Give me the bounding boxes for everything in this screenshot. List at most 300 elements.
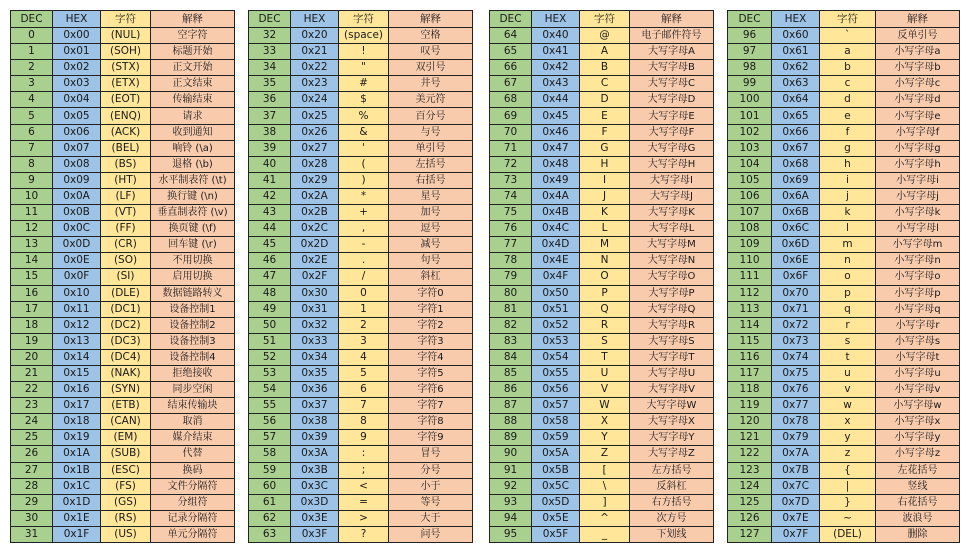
cell-char: z [820, 446, 876, 462]
cell-hex: 0x2C [291, 221, 339, 237]
cell-desc: 竖线 [876, 478, 960, 494]
table-row [490, 44, 714, 60]
table-row [728, 301, 960, 317]
cell-char: K [580, 205, 630, 221]
cell-desc: 斜杠 [389, 269, 473, 285]
cell-hex: 0x3C [291, 478, 339, 494]
cell-desc: 小写字母l [876, 221, 960, 237]
cell-char: \ [580, 478, 630, 494]
cell-hex: 0x01 [53, 44, 101, 60]
cell-desc: 小写字母k [876, 205, 960, 221]
cell-char: 5 [339, 365, 389, 381]
table-row [249, 349, 473, 365]
cell-hex: 0x16 [53, 382, 101, 398]
cell-hex: 0x46 [532, 124, 580, 140]
cell-dec: 109 [728, 237, 772, 253]
cell-dec: 47 [249, 269, 291, 285]
cell-desc: 大写字母X [630, 414, 714, 430]
cell-desc: 下划线 [630, 526, 714, 542]
cell-dec: 57 [249, 430, 291, 446]
cell-char: W [580, 398, 630, 414]
cell-dec: 105 [728, 172, 772, 188]
table-row [490, 398, 714, 414]
cell-desc: 删除 [876, 526, 960, 542]
cell-dec: 48 [249, 285, 291, 301]
table-row [249, 478, 473, 494]
cell-desc: 设备控制2 [151, 317, 235, 333]
cell-char: , [339, 221, 389, 237]
cell-char: (NAK) [101, 365, 151, 381]
cell-desc: 大写字母T [630, 349, 714, 365]
cell-char: (DC4) [101, 349, 151, 365]
cell-char: ! [339, 44, 389, 60]
cell-hex: 0x36 [291, 382, 339, 398]
table-row [11, 349, 235, 365]
cell-dec: 73 [490, 172, 532, 188]
cell-char: f [820, 124, 876, 140]
cell-desc: 小于 [389, 478, 473, 494]
table-row [728, 188, 960, 204]
cell-char: B [580, 60, 630, 76]
cell-desc: 小写字母i [876, 172, 960, 188]
table-row [728, 414, 960, 430]
cell-char: R [580, 317, 630, 333]
cell-desc: 换行键 (\n) [151, 188, 235, 204]
cell-hex: 0x39 [291, 430, 339, 446]
cell-dec: 110 [728, 253, 772, 269]
cell-dec: 54 [249, 382, 291, 398]
table-row [728, 140, 960, 156]
cell-char: - [339, 237, 389, 253]
cell-desc: 小写字母n [876, 253, 960, 269]
cell-dec: 81 [490, 301, 532, 317]
cell-hex: 0x4D [532, 237, 580, 253]
table-row [11, 398, 235, 414]
cell-hex: 0x5C [532, 478, 580, 494]
cell-desc: 字符5 [389, 365, 473, 381]
table-row [728, 44, 960, 60]
cell-char: Y [580, 430, 630, 446]
table-row [728, 285, 960, 301]
cell-hex: 0x25 [291, 108, 339, 124]
cell-dec: 0 [11, 28, 53, 44]
table-row [490, 301, 714, 317]
cell-dec: 51 [249, 333, 291, 349]
ascii-table-4 [727, 10, 960, 543]
table-row [11, 414, 235, 430]
cell-char: ; [339, 462, 389, 478]
cell-desc: 结束传输块 [151, 398, 235, 414]
header-char: 字符 [339, 11, 389, 28]
cell-char: > [339, 510, 389, 526]
cell-hex: 0x35 [291, 365, 339, 381]
cell-char: j [820, 188, 876, 204]
ascii-table-3 [489, 10, 714, 543]
header-hex: HEX [53, 11, 101, 28]
cell-char: c [820, 76, 876, 92]
cell-dec: 85 [490, 365, 532, 381]
cell-desc: 与号 [389, 124, 473, 140]
cell-hex: 0x67 [772, 140, 820, 156]
cell-hex: 0x06 [53, 124, 101, 140]
cell-dec: 62 [249, 510, 291, 526]
cell-char: (BS) [101, 156, 151, 172]
cell-desc: 空字符 [151, 28, 235, 44]
cell-hex: 0x40 [532, 28, 580, 44]
cell-desc: 等号 [389, 494, 473, 510]
cell-char: (CR) [101, 237, 151, 253]
cell-dec: 72 [490, 156, 532, 172]
header-desc: 解释 [630, 11, 714, 28]
table-row [249, 124, 473, 140]
cell-hex: 0x54 [532, 349, 580, 365]
cell-hex: 0x63 [772, 76, 820, 92]
cell-hex: 0x19 [53, 430, 101, 446]
cell-char: (DC2) [101, 317, 151, 333]
table-row [249, 301, 473, 317]
cell-dec: 17 [11, 301, 53, 317]
cell-dec: 21 [11, 365, 53, 381]
cell-dec: 66 [490, 60, 532, 76]
cell-hex: 0x68 [772, 156, 820, 172]
header-dec: DEC [11, 11, 53, 28]
cell-hex: 0x29 [291, 172, 339, 188]
cell-desc: 媒介结束 [151, 430, 235, 446]
cell-dec: 8 [11, 156, 53, 172]
cell-dec: 26 [11, 446, 53, 462]
cell-dec: 22 [11, 382, 53, 398]
cell-hex: 0x66 [772, 124, 820, 140]
cell-dec: 44 [249, 221, 291, 237]
cell-char: (RS) [101, 510, 151, 526]
cell-char: # [339, 76, 389, 92]
header-hex: HEX [772, 11, 820, 28]
cell-desc: 小写字母s [876, 333, 960, 349]
table-row [490, 462, 714, 478]
cell-hex: 0x18 [53, 414, 101, 430]
cell-dec: 40 [249, 156, 291, 172]
cell-desc: 冒号 [389, 446, 473, 462]
table-row [11, 462, 235, 478]
cell-hex: 0x6E [772, 253, 820, 269]
cell-desc: 文件分隔符 [151, 478, 235, 494]
cell-hex: 0x79 [772, 430, 820, 446]
cell-hex: 0x03 [53, 76, 101, 92]
cell-desc: 数据链路转义 [151, 285, 235, 301]
cell-char: (US) [101, 526, 151, 542]
cell-dec: 80 [490, 285, 532, 301]
cell-char: 7 [339, 398, 389, 414]
table-row [728, 398, 960, 414]
cell-desc: 小写字母h [876, 156, 960, 172]
cell-char: Q [580, 301, 630, 317]
header-dec: DEC [490, 11, 532, 28]
cell-desc: 设备控制1 [151, 301, 235, 317]
cell-char: n [820, 253, 876, 269]
cell-hex: 0x15 [53, 365, 101, 381]
table-row [490, 28, 714, 44]
table-row [11, 205, 235, 221]
table-row [249, 398, 473, 414]
cell-char: (ESC) [101, 462, 151, 478]
cell-hex: 0x69 [772, 172, 820, 188]
cell-char: @ [580, 28, 630, 44]
cell-dec: 6 [11, 124, 53, 140]
cell-desc: 问号 [389, 526, 473, 542]
cell-desc: 大写字母P [630, 285, 714, 301]
cell-dec: 25 [11, 430, 53, 446]
cell-hex: 0x52 [532, 317, 580, 333]
cell-desc: 垂直制表符 (\v) [151, 205, 235, 221]
table-row [11, 301, 235, 317]
table-row [11, 44, 235, 60]
cell-desc: 小写字母c [876, 76, 960, 92]
cell-desc: 不用切换 [151, 253, 235, 269]
cell-hex: 0x2F [291, 269, 339, 285]
cell-hex: 0x45 [532, 108, 580, 124]
cell-hex: 0x7B [772, 462, 820, 478]
cell-hex: 0x51 [532, 301, 580, 317]
cell-desc: 正文开始 [151, 60, 235, 76]
cell-dec: 120 [728, 414, 772, 430]
cell-dec: 94 [490, 510, 532, 526]
table-row [249, 221, 473, 237]
cell-char: (ENQ) [101, 108, 151, 124]
cell-hex: 0x26 [291, 124, 339, 140]
cell-dec: 41 [249, 172, 291, 188]
table-row [249, 365, 473, 381]
cell-hex: 0x3A [291, 446, 339, 462]
cell-hex: 0x0E [53, 253, 101, 269]
cell-desc: 星号 [389, 188, 473, 204]
cell-char: q [820, 301, 876, 317]
cell-desc: 小写字母r [876, 317, 960, 333]
cell-char: (EOT) [101, 92, 151, 108]
cell-dec: 122 [728, 446, 772, 462]
table-row [249, 156, 473, 172]
cell-hex: 0x0F [53, 269, 101, 285]
table-row [490, 510, 714, 526]
cell-desc: 字符3 [389, 333, 473, 349]
cell-hex: 0x60 [772, 28, 820, 44]
cell-char: (CAN) [101, 414, 151, 430]
cell-char: l [820, 221, 876, 237]
cell-char: : [339, 446, 389, 462]
cell-hex: 0x24 [291, 92, 339, 108]
cell-hex: 0x3E [291, 510, 339, 526]
table-row [490, 76, 714, 92]
cell-dec: 2 [11, 60, 53, 76]
cell-hex: 0x56 [532, 382, 580, 398]
cell-dec: 31 [11, 526, 53, 542]
table-row [249, 60, 473, 76]
cell-dec: 108 [728, 221, 772, 237]
table-header-row [11, 11, 235, 28]
table-row [249, 510, 473, 526]
table-row [728, 333, 960, 349]
cell-char: a [820, 44, 876, 60]
cell-hex: 0x04 [53, 92, 101, 108]
cell-dec: 82 [490, 317, 532, 333]
table-row [490, 526, 714, 542]
cell-char: (ACK) [101, 124, 151, 140]
cell-dec: 125 [728, 494, 772, 510]
table-row [11, 269, 235, 285]
ascii-table-2 [248, 10, 473, 543]
cell-hex: 0x4A [532, 188, 580, 204]
cell-char: X [580, 414, 630, 430]
cell-hex: 0x34 [291, 349, 339, 365]
cell-dec: 116 [728, 349, 772, 365]
cell-char: (FS) [101, 478, 151, 494]
cell-char: x [820, 414, 876, 430]
cell-char: (BEL) [101, 140, 151, 156]
table-row [11, 28, 235, 44]
cell-hex: 0x17 [53, 398, 101, 414]
cell-desc: 单引号 [389, 140, 473, 156]
cell-desc: 字符9 [389, 430, 473, 446]
cell-desc: 小写字母j [876, 188, 960, 204]
cell-char: % [339, 108, 389, 124]
table-row [490, 285, 714, 301]
cell-desc: 大写字母V [630, 382, 714, 398]
cell-hex: 0x72 [772, 317, 820, 333]
cell-hex: 0x73 [772, 333, 820, 349]
table-row [728, 237, 960, 253]
table-row [11, 221, 235, 237]
cell-char: D [580, 92, 630, 108]
table-row [490, 237, 714, 253]
cell-hex: 0x4B [532, 205, 580, 221]
cell-desc: 小写字母w [876, 398, 960, 414]
cell-desc: 逗号 [389, 221, 473, 237]
cell-hex: 0x57 [532, 398, 580, 414]
cell-char: (NUL) [101, 28, 151, 44]
cell-hex: 0x6F [772, 269, 820, 285]
header-hex: HEX [532, 11, 580, 28]
cell-dec: 63 [249, 526, 291, 542]
cell-char: | [820, 478, 876, 494]
cell-desc: 小写字母p [876, 285, 960, 301]
cell-hex: 0x1A [53, 446, 101, 462]
cell-hex: 0x0B [53, 205, 101, 221]
cell-char: v [820, 382, 876, 398]
cell-desc: 小写字母f [876, 124, 960, 140]
cell-desc: 小写字母g [876, 140, 960, 156]
cell-desc: 收到通知 [151, 124, 235, 140]
cell-char: u [820, 365, 876, 381]
cell-dec: 3 [11, 76, 53, 92]
cell-dec: 97 [728, 44, 772, 60]
cell-hex: 0x3D [291, 494, 339, 510]
cell-desc: 大写字母M [630, 237, 714, 253]
table-row [11, 365, 235, 381]
cell-desc: 叹号 [389, 44, 473, 60]
table-row [490, 172, 714, 188]
cell-hex: 0x62 [772, 60, 820, 76]
table-row [11, 510, 235, 526]
cell-dec: 100 [728, 92, 772, 108]
cell-char: O [580, 269, 630, 285]
cell-hex: 0x30 [291, 285, 339, 301]
table-row [490, 365, 714, 381]
cell-dec: 113 [728, 301, 772, 317]
cell-char: (DC1) [101, 301, 151, 317]
table-row [490, 414, 714, 430]
cell-dec: 18 [11, 317, 53, 333]
cell-dec: 29 [11, 494, 53, 510]
cell-hex: 0x3B [291, 462, 339, 478]
cell-char: ^ [580, 510, 630, 526]
cell-dec: 121 [728, 430, 772, 446]
cell-char: 4 [339, 349, 389, 365]
cell-dec: 77 [490, 237, 532, 253]
table-row [728, 76, 960, 92]
table-row [249, 430, 473, 446]
cell-hex: 0x2B [291, 205, 339, 221]
cell-hex: 0x08 [53, 156, 101, 172]
table-header-row [728, 11, 960, 28]
cell-char: i [820, 172, 876, 188]
cell-desc: 大写字母K [630, 205, 714, 221]
table-row [728, 317, 960, 333]
table-body [11, 28, 235, 543]
cell-hex: 0x75 [772, 365, 820, 381]
cell-hex: 0x32 [291, 317, 339, 333]
cell-hex: 0x10 [53, 285, 101, 301]
table-row [728, 510, 960, 526]
cell-char: " [339, 60, 389, 76]
cell-desc: 减号 [389, 237, 473, 253]
cell-hex: 0x02 [53, 60, 101, 76]
cell-desc: 小写字母e [876, 108, 960, 124]
cell-char: S [580, 333, 630, 349]
cell-hex: 0x70 [772, 285, 820, 301]
cell-char: 3 [339, 333, 389, 349]
table-row [490, 92, 714, 108]
cell-dec: 99 [728, 76, 772, 92]
table-row [11, 285, 235, 301]
cell-char: V [580, 382, 630, 398]
table-row [490, 349, 714, 365]
cell-char: k [820, 205, 876, 221]
cell-desc: 大写字母H [630, 156, 714, 172]
table-row [490, 253, 714, 269]
cell-dec: 76 [490, 221, 532, 237]
cell-desc: 大写字母N [630, 253, 714, 269]
cell-dec: 67 [490, 76, 532, 92]
cell-char: (SI) [101, 269, 151, 285]
cell-hex: 0x1D [53, 494, 101, 510]
cell-hex: 0x28 [291, 156, 339, 172]
table-row [728, 462, 960, 478]
cell-desc: 代替 [151, 446, 235, 462]
cell-dec: 119 [728, 398, 772, 414]
cell-hex: 0x20 [291, 28, 339, 44]
cell-hex: 0x11 [53, 301, 101, 317]
header-hex: HEX [291, 11, 339, 28]
cell-dec: 123 [728, 462, 772, 478]
cell-desc: 小写字母y [876, 430, 960, 446]
cell-desc: 小写字母x [876, 414, 960, 430]
table-row [728, 172, 960, 188]
cell-char: (EM) [101, 430, 151, 446]
table-row [11, 317, 235, 333]
cell-char: ` [820, 28, 876, 44]
cell-dec: 32 [249, 28, 291, 44]
cell-desc: 小写字母d [876, 92, 960, 108]
cell-dec: 89 [490, 430, 532, 446]
